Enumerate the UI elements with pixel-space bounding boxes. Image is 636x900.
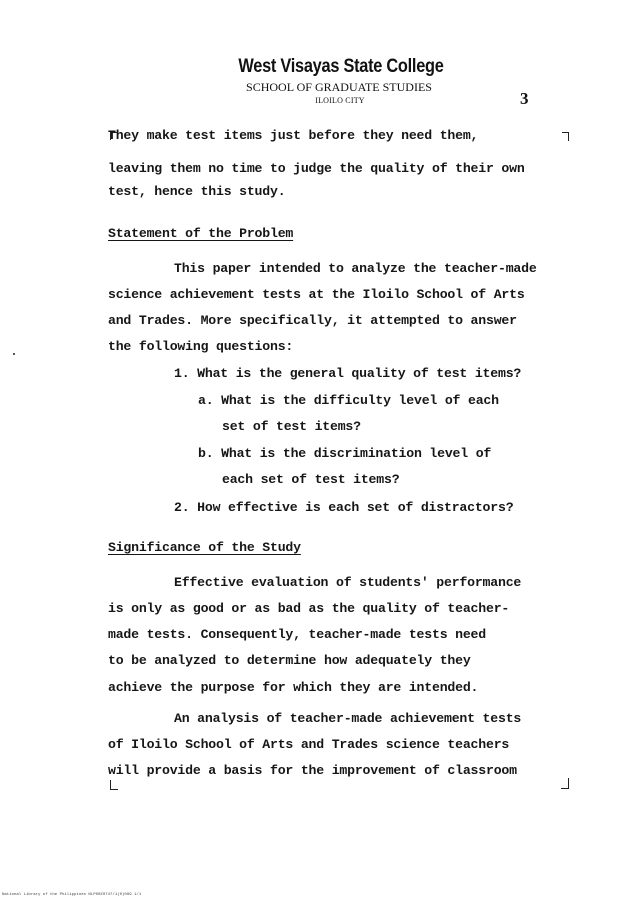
body-line: made tests. Consequently, teacher-made tests need	[108, 627, 486, 642]
body-line: leaving them no time to judge the quality of their own	[108, 161, 525, 176]
body-line: achieve the purpose for which they are intended.	[108, 680, 479, 695]
page-number: 3	[520, 89, 529, 108]
body-line: An analysis of teacher-made achievement tests	[174, 711, 522, 726]
body-line: science achievement tests at the Iloilo School of Arts	[108, 287, 525, 302]
scan-footer: National Library of the Philippines NLP00Z0747/1(0)099 1/1	[2, 893, 142, 897]
body-line: Effective evaluation of students' performance	[174, 575, 522, 590]
body-line: This paper intended to analyze the teacher-made	[174, 261, 537, 276]
institution-name: West Visayas State College	[238, 56, 444, 77]
question-item: 1. What is the general quality of test items?	[174, 366, 522, 381]
question-subitem: each set of test items?	[222, 472, 400, 487]
crop-mark-top-right	[562, 132, 569, 141]
body-line: They make test items just before they need them,	[108, 128, 479, 143]
question-subitem: set of test items?	[222, 419, 361, 434]
school-name: SCHOOL OF GRADUATE STUDIES	[246, 80, 432, 94]
body-line: the following questions:	[108, 339, 294, 354]
crop-mark-bottom-right	[561, 778, 569, 789]
significance-heading: Significance of the Study	[108, 540, 301, 555]
crop-mark-bottom-left	[110, 780, 118, 790]
body-line: and Trades. More specifically, it attempted to answer	[108, 313, 517, 328]
question-subitem: a. What is the difficulty level of each	[198, 393, 499, 408]
problem-heading: Statement of the Problem	[108, 226, 294, 241]
body-line: is only as good or as bad as the quality of teacher-	[108, 601, 510, 616]
body-line: test, hence this study.	[108, 184, 286, 199]
body-line: will provide a basis for the improvement of classroom	[108, 763, 517, 778]
body-line: to be analyzed to determine how adequately they	[108, 653, 471, 668]
scan-speck	[13, 353, 15, 355]
question-subitem: b. What is the discrimination level of	[198, 446, 492, 461]
body-line: of Iloilo School of Arts and Trades science teachers	[108, 737, 510, 752]
school-city: ILOILO CITY	[315, 96, 365, 105]
question-item: 2. How effective is each set of distractors?	[174, 500, 514, 515]
